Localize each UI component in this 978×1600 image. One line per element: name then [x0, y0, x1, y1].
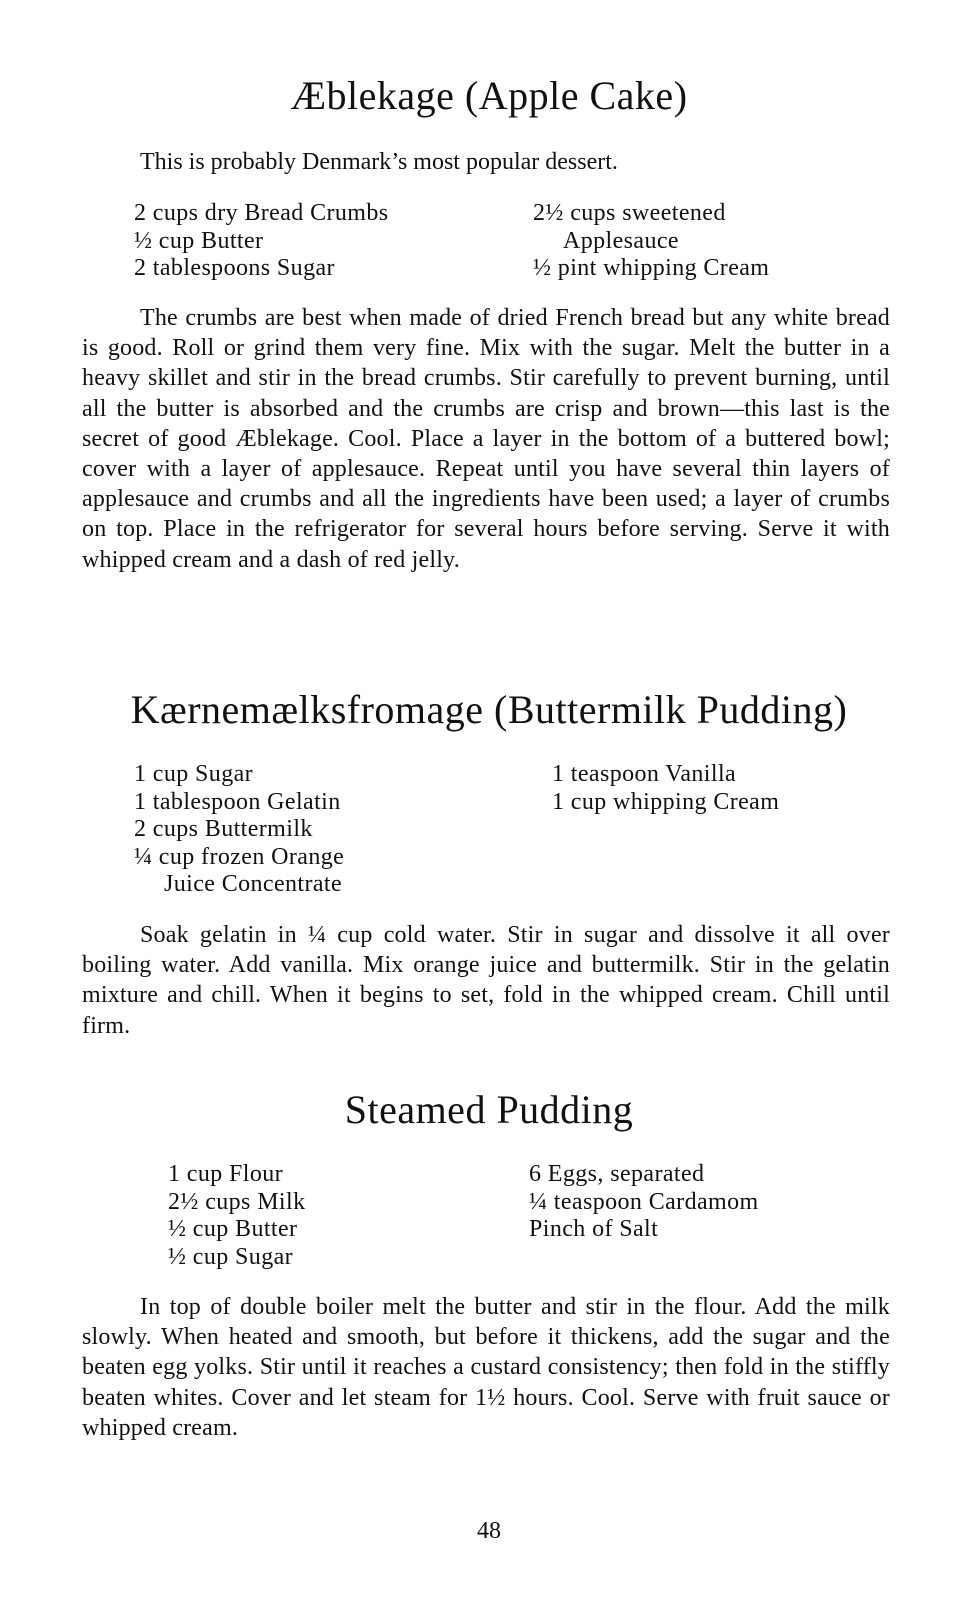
- ingredient-item: 1 teaspoon Vanilla: [552, 761, 737, 787]
- recipe-title-steamed-pudding: Steamed Pudding: [344, 1087, 634, 1132]
- recipe-intro: This is probably Denmark’s most popular dessert.: [140, 149, 618, 175]
- method-text: In top of double boiler melt the butter and stir in the flour. Add the milk slowly. When heated and smooth, but before it thickens, add the sugar and the beaten egg yolks. Stir until it reaches a custard consistency; then fold in the stiffly beaten whites. Cover and let steam for 1½ hours. Cool. Serve with fruit sauce or whipped cream.: [82, 1294, 890, 1441]
- ingredient-item: Applesauce: [563, 227, 679, 254]
- method-buttermilk-pudding: [82, 920, 890, 1041]
- recipe-title-apple-cake: Æblekage (Apple Cake): [290, 73, 688, 118]
- method-text: The crumbs are best when made of dried French bread but any white bread is good. Roll or grind them very fine. Mix with the sugar. Melt the butter in a heavy skillet and stir in the bread crumbs. Stir carefully to prevent burning, until all the butter is absorbed and the crumbs are crisp and brown—this last is the secret of good Æblekage. Cool. Place a layer in the bottom of a buttered bowl; cover with a layer of applesauce. Repeat until you have several thin layers of applesauce and crumbs and all the ingredients have been used; a layer of crumbs on top. Place in the refrigerator for several hours before serving. Serve it with whipped cream and a dash of red jelly.: [82, 305, 890, 573]
- ingredient-item: 1 cup Flour: [168, 1161, 284, 1187]
- ingredient-item: 2 cups dry Bread Crumbs: [134, 200, 389, 226]
- method-steamed-pudding: [82, 1292, 890, 1443]
- ingredient-item: 2½ cups Milk: [168, 1188, 306, 1215]
- ingredient-item: 2 cups Buttermilk: [134, 816, 313, 842]
- method-text: Soak gelatin in ¼ cup cold water. Stir in sugar and dissolve it all over boiling water. Add vanilla. Mix orange juice and buttermilk. Stir in the gelatin mixture and chill. When it begins to set, fold in the whipped cream. Chill until firm.: [82, 922, 890, 1039]
- ingredients-right-apple-cake: [533, 200, 769, 283]
- ingredient-item: 2½ cups sweetened: [533, 200, 726, 226]
- ingredients-right-steamed-pudding: [529, 1161, 759, 1244]
- ingredient-item: 2 tablespoons Sugar: [134, 255, 335, 281]
- ingredient-item: ½ cup Sugar: [168, 1243, 294, 1270]
- ingredient-item: ½ cup Butter: [134, 227, 264, 254]
- ingredients-right-buttermilk-pudding: [552, 761, 779, 816]
- ingredient-item: 6 Eggs, separated: [529, 1161, 705, 1187]
- ingredient-item: 1 tablespoon Gelatin: [134, 788, 341, 815]
- ingredient-item: ¼ teaspoon Cardamom: [529, 1188, 759, 1215]
- ingredient-item: ½ cup Butter: [168, 1216, 298, 1242]
- ingredient-item: Pinch of Salt: [529, 1216, 659, 1242]
- ingredient-item: 1 cup whipping Cream: [552, 788, 780, 815]
- recipe-title-buttermilk-pudding: Kærnemælksfromage (Buttermilk Pudding): [130, 687, 848, 732]
- ingredients-left-steamed-pudding: [168, 1161, 305, 1271]
- ingredient-item: 1 cup Sugar: [134, 761, 254, 787]
- ingredients-left-buttermilk-pudding: [134, 761, 344, 899]
- ingredients-left-apple-cake: [134, 200, 389, 283]
- ingredient-item: ½ pint whipping Cream: [533, 255, 770, 281]
- page-number: 48: [477, 1518, 501, 1544]
- ingredient-item: ¼ cup frozen Orange: [134, 843, 345, 870]
- ingredient-item: Juice Concentrate: [164, 871, 343, 897]
- method-apple-cake: [82, 303, 890, 575]
